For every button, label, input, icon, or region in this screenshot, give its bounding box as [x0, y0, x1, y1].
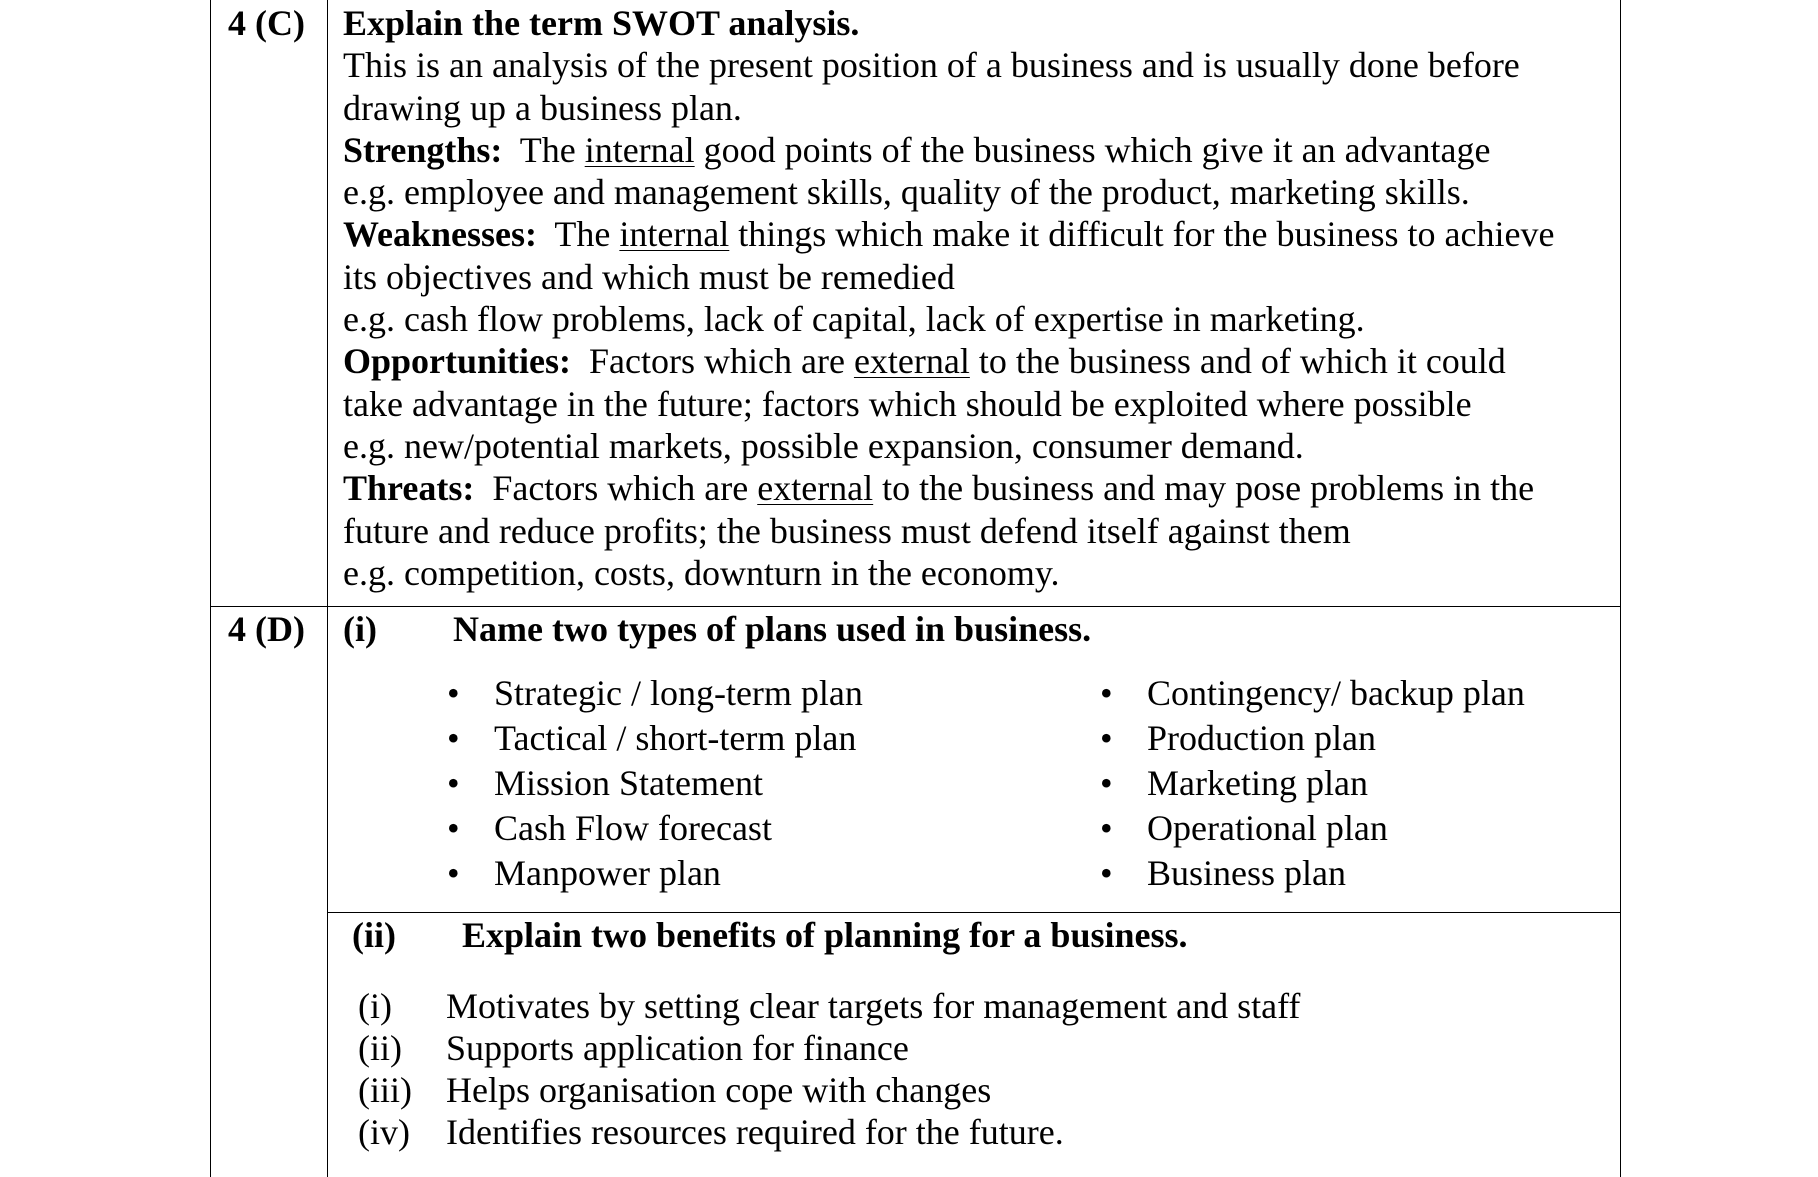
weaknesses-keyword: internal	[619, 214, 730, 255]
strengths-text-a: The	[519, 129, 576, 170]
swot-answer-block	[343, 2, 1554, 594]
list-item	[446, 1069, 991, 1111]
list-item	[446, 1027, 909, 1069]
weaknesses-example: e.g. cash flow problems, lack of capital, lack of expertise in marketing.	[343, 299, 1365, 340]
benefit-text: Supports application for finance	[446, 1028, 909, 1068]
weaknesses-label: Weaknesses:	[343, 214, 538, 255]
table-border-left	[210, 0, 211, 1177]
strengths-text-b: good points of the business which give it an advantage	[703, 129, 1491, 170]
plan-item-text: Cash Flow forecast	[494, 808, 772, 848]
benefit-number: (i)	[358, 986, 392, 1026]
plan-item-text: Contingency/ backup plan	[1147, 673, 1525, 713]
opportunities-text-b: to the business and of which it could	[978, 341, 1506, 382]
weaknesses-text-b: things which make it difficult for the business to achieve	[738, 214, 1555, 255]
benefit-number: (ii)	[358, 1028, 402, 1068]
bullet-icon: •	[447, 673, 460, 713]
part-ii-label: (ii)	[352, 915, 396, 955]
list-item	[358, 985, 392, 1027]
list-item	[446, 985, 1300, 1027]
list-item	[447, 806, 772, 851]
part-i-question: Name two types of plans used in business.	[453, 609, 1092, 649]
row-divider-c-d	[210, 606, 1621, 607]
part-ii-question: Explain two benefits of planning for a business.	[462, 915, 1188, 955]
list-item	[1100, 851, 1347, 896]
plan-item-text: Operational plan	[1147, 808, 1388, 848]
plan-item-text: Business plan	[1147, 853, 1347, 893]
benefit-number: (iii)	[358, 1070, 412, 1110]
list-item	[447, 761, 763, 806]
bullet-icon: •	[447, 763, 460, 803]
list-item	[358, 1069, 412, 1111]
benefit-text: Motivates by setting clear targets for management and staff	[446, 986, 1301, 1026]
bullet-icon: •	[447, 853, 460, 893]
question-number-4d: 4 (D)	[228, 609, 305, 649]
swot-intro-line-1: This is an analysis of the present position of a business and is usually done before	[343, 45, 1520, 86]
list-item	[1100, 671, 1525, 716]
strengths-line	[343, 129, 1554, 171]
weaknesses-line-2: its objectives and which must be remedied	[343, 256, 955, 297]
list-item	[1100, 761, 1368, 806]
list-item	[1100, 716, 1376, 761]
list-item	[447, 671, 863, 716]
table-divider-number-column	[327, 0, 328, 1177]
weaknesses-line	[343, 213, 1554, 255]
bullet-icon: •	[1100, 673, 1113, 713]
opportunities-label: Opportunities:	[343, 341, 572, 382]
benefit-text: Helps organisation cope with changes	[446, 1070, 992, 1110]
opportunities-line	[343, 340, 1554, 382]
list-item	[358, 1111, 410, 1153]
threats-keyword: external	[757, 468, 874, 509]
plan-item-text: Tactical / short-term plan	[494, 718, 857, 758]
list-item	[1100, 806, 1388, 851]
weaknesses-text-a: The	[554, 214, 611, 255]
question-number-4c: 4 (C)	[228, 3, 305, 43]
list-item	[447, 716, 857, 761]
strengths-label: Strengths:	[343, 129, 503, 170]
opportunities-line-2: take advantage in the future; factors which should be exploited where possible	[343, 383, 1472, 424]
threats-example: e.g. competition, costs, downturn in the economy.	[343, 552, 1060, 593]
bullet-icon: •	[447, 808, 460, 848]
bullet-icon: •	[1100, 853, 1113, 893]
threats-text-a: Factors which are	[492, 468, 749, 509]
threats-text-b: to the business and may pose problems in the	[882, 468, 1535, 509]
swot-intro-line-2: drawing up a business plan.	[343, 87, 742, 128]
opportunities-keyword: external	[853, 341, 970, 382]
bullet-icon: •	[1100, 763, 1113, 803]
row-divider-d-i-ii	[327, 912, 1621, 913]
plan-item-text: Marketing plan	[1147, 763, 1368, 803]
table-border-right	[1620, 0, 1621, 1177]
plan-item-text: Manpower plan	[494, 853, 721, 893]
bullet-icon: •	[1100, 808, 1113, 848]
threats-line-2: future and reduce profits; the business must defend itself against them	[343, 510, 1351, 551]
strengths-keyword: internal	[584, 129, 695, 170]
strengths-example: e.g. employee and management skills, quality of the product, marketing skills.	[343, 172, 1470, 213]
benefit-text: Identifies resources required for the future.	[446, 1112, 1064, 1152]
list-item	[358, 1027, 402, 1069]
opportunities-text-a: Factors which are	[589, 341, 845, 382]
threats-label: Threats:	[343, 468, 475, 509]
plan-item-text: Strategic / long-term plan	[494, 673, 863, 713]
part-i-label: (i)	[343, 609, 377, 649]
question-4c-title: Explain the term SWOT analysis.	[343, 3, 860, 43]
benefit-number: (iv)	[358, 1112, 410, 1152]
bullet-icon: •	[1100, 718, 1113, 758]
threats-line	[343, 467, 1554, 509]
list-item	[447, 851, 721, 896]
bullet-icon: •	[447, 718, 460, 758]
plan-item-text: Mission Statement	[494, 763, 763, 803]
plan-item-text: Production plan	[1147, 718, 1376, 758]
opportunities-example: e.g. new/potential markets, possible expansion, consumer demand.	[343, 425, 1304, 466]
list-item	[446, 1111, 1064, 1153]
